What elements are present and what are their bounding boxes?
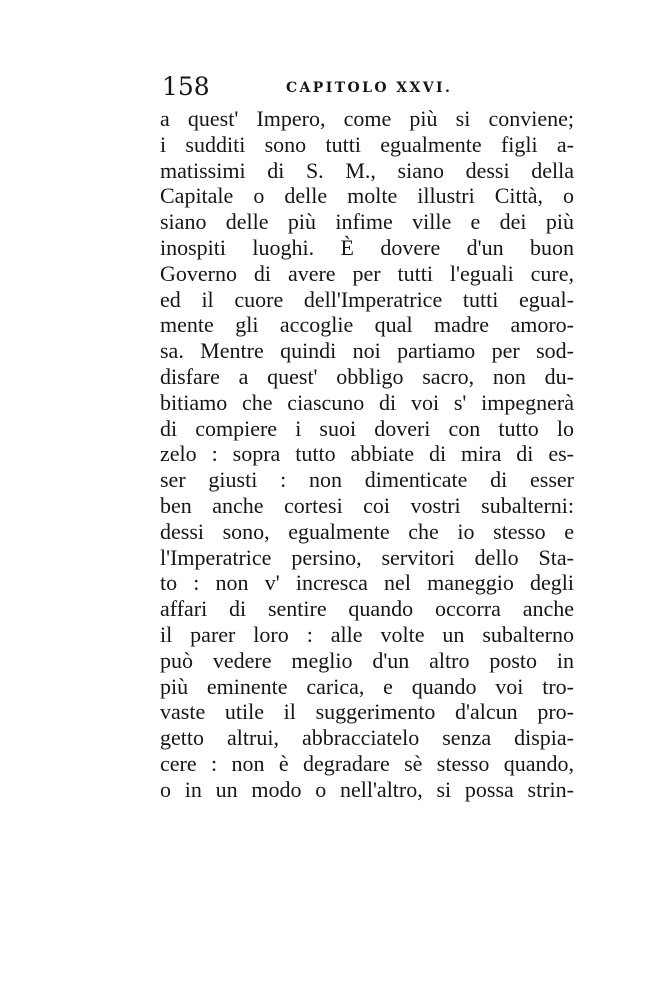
text-line: più eminente carica, e quando voi tro- — [160, 673, 574, 699]
text-line: zelo : sopra tutto abbiate di mira di es- — [160, 441, 574, 467]
running-head — [162, 72, 582, 108]
text-line: a quest' Impero, come più si conviene; — [160, 106, 574, 131]
text-line: può vedere meglio d'un altro posto in — [160, 647, 574, 673]
page-number: 158 — [162, 72, 210, 101]
text-line: cere : non è degradare sè stesso quando, — [160, 751, 574, 776]
text-line: disfare a quest' obbligo sacro, non du- — [160, 364, 574, 389]
text-line: Governo di avere per tutti l'eguali cure, — [160, 260, 574, 286]
text-line: to : non v' incresca nel maneggio degli — [160, 570, 574, 596]
text-line: i sudditi sono tutti egualmente figli a- — [160, 131, 574, 157]
text-line: ed il cuore dell'Imperatrice tutti egual- — [160, 286, 574, 312]
text-line: getto altrui, abbracciatelo senza dispia- — [160, 725, 574, 751]
text-line: mente gli accoglie qual madre amoro- — [160, 312, 574, 338]
text-line: Capitale o delle molte illustri Città, o — [160, 183, 574, 209]
text-line: affari di sentire quando occorra anche — [160, 596, 574, 622]
text-line: sa. Mentre quindi noi partiamo per sod- — [160, 338, 574, 364]
text-line: di compiere i suoi doveri con tutto lo — [160, 415, 574, 441]
text-line: l'Imperatrice persino, servitori dello Sta- — [160, 544, 574, 570]
text-line: vaste utile il suggerimento d'alcun pro- — [160, 699, 574, 725]
text-line: ser giusti : non dimenticate di esser — [160, 467, 574, 493]
text-line: dessi sono, egualmente che io stesso e — [160, 518, 574, 544]
text-line: il parer loro : alle volte un subalterno — [160, 622, 574, 647]
text-line: ben anche cortesi coi vostri subalterni: — [160, 493, 574, 518]
text-line: o in un modo o nell'altro, si possa strin- — [160, 776, 574, 802]
chapter-title: CAPITOLO XXVI. — [286, 80, 453, 96]
text-line: matissimi di S. M., siano dessi della — [160, 157, 574, 183]
text-line: inospiti luoghi. È dovere d'un buon — [160, 235, 574, 260]
text-line: siano delle più infime ville e dei più — [160, 209, 574, 235]
text-line: bitiamo che ciascuno di voi s' impegnerà — [160, 389, 574, 415]
